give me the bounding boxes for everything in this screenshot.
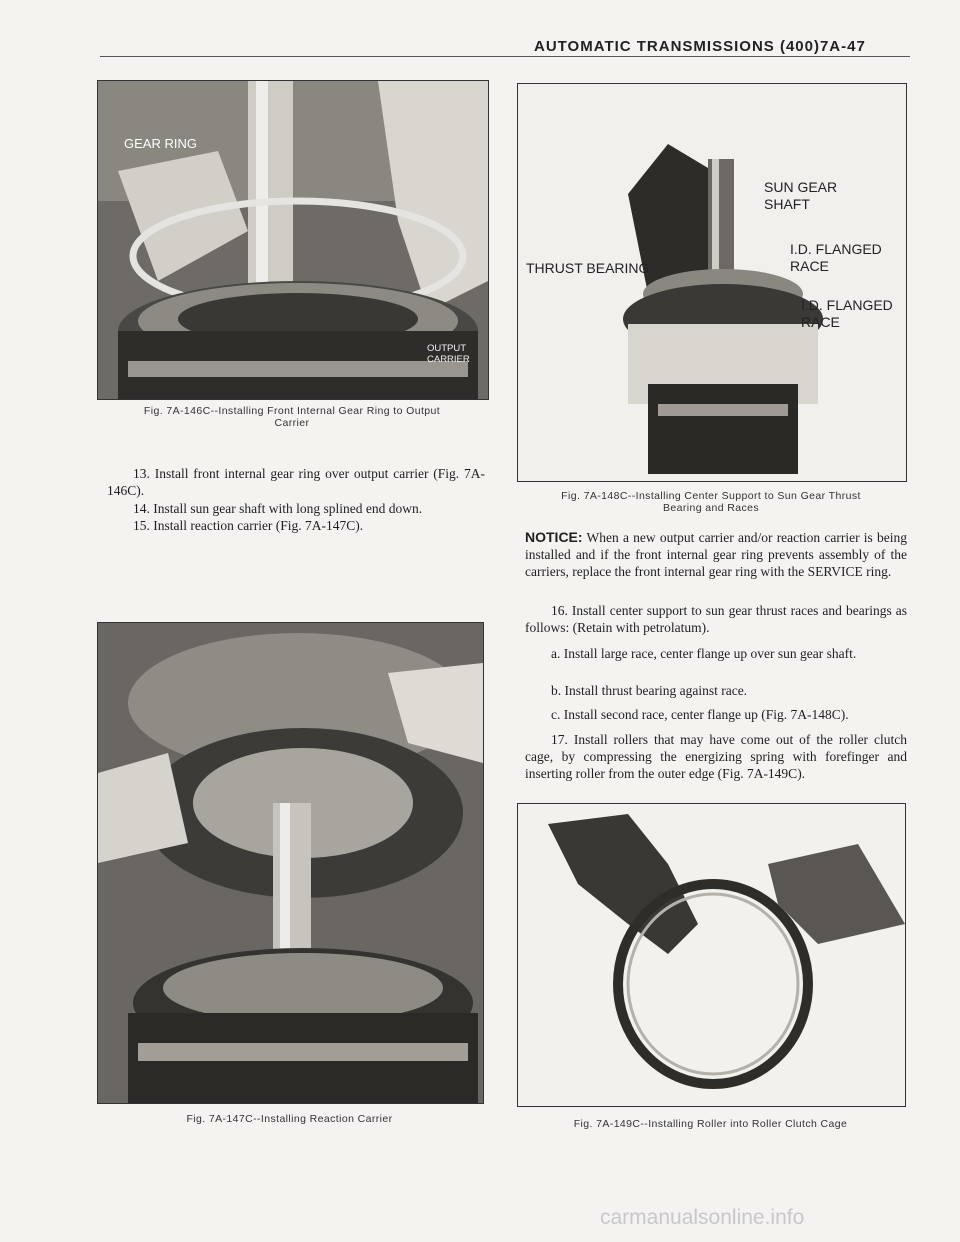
notice-label: NOTICE:: [525, 529, 583, 545]
figure-146c-caption: Fig. 7A-146C--Installing Front Internal Gear Ring to Output Carrier: [143, 405, 441, 429]
id-flanged-race-top-label: I.D. FLANGED RACE: [790, 241, 882, 274]
figure-148c-caption: Fig. 7A-148C--Installing Center Support to Sun Gear Thrust Bearing and Races: [561, 490, 861, 514]
figure-148c-photo: [517, 83, 907, 482]
roller-clutch-cage-illustration: [518, 804, 905, 1106]
gear-ring-label: GEAR RING: [124, 136, 197, 151]
figure-149c-caption: Fig. 7A-149C--Installing Roller into Roller Clutch Cage: [573, 1118, 848, 1130]
step-15: 15. Install reaction carrier (Fig. 7A-147C).: [133, 518, 364, 533]
step-16a: a. Install large race, center flange up over sun gear shaft.: [551, 646, 857, 661]
watermark: carmanualsonline.info: [600, 1206, 805, 1229]
step-16: 16. Install center support to sun gear thrust races and bearings as follows: (Retain with petrolatum).: [525, 603, 907, 635]
figure-149c-photo: [517, 803, 906, 1107]
output-carrier-label: OUTPUT CARRIER: [427, 343, 470, 365]
sun-gear-shaft-illustration: [518, 84, 906, 481]
id-flanged-race-bottom-label: I.D. FLANGED RACE: [801, 297, 893, 330]
figure-146c-photo: [97, 80, 489, 400]
reaction-carrier-illustration: [98, 623, 483, 1103]
figure-147c-photo: [97, 622, 484, 1104]
sun-gear-shaft-label: SUN GEAR SHAFT: [764, 179, 838, 212]
page-header: AUTOMATIC TRANSMISSIONS (400)7A-47: [534, 38, 866, 55]
step-13: 13. Install front internal gear ring over output carrier (Fig. 7A-146C).: [107, 466, 485, 498]
step-16c: c. Install second race, center flange up (Fig. 7A-148C).: [551, 707, 849, 722]
step-14: 14. Install sun gear shaft with long splined end down.: [133, 501, 423, 516]
header-rule: [100, 56, 910, 57]
notice-paragraph: [525, 529, 907, 580]
step-16b: b. Install thrust bearing against race.: [551, 683, 748, 698]
thrust-bearing-label: THRUST BEARING: [526, 260, 650, 276]
figure-147c-caption: Fig. 7A-147C--Installing Reaction Carrier: [186, 1113, 393, 1125]
notice-body: When a new output carrier and/or reaction carrier is being installed and if the front internal gear ring prevents assembly of the carriers, replace the front internal gear ring with the SERVICE ring.: [525, 530, 907, 579]
step-17: 17. Install rollers that may have come out of the roller clutch cage, by compressing the energizing spring with forefinger and inserting roller from the outer edge (Fig. 7A-149C).: [525, 732, 907, 781]
